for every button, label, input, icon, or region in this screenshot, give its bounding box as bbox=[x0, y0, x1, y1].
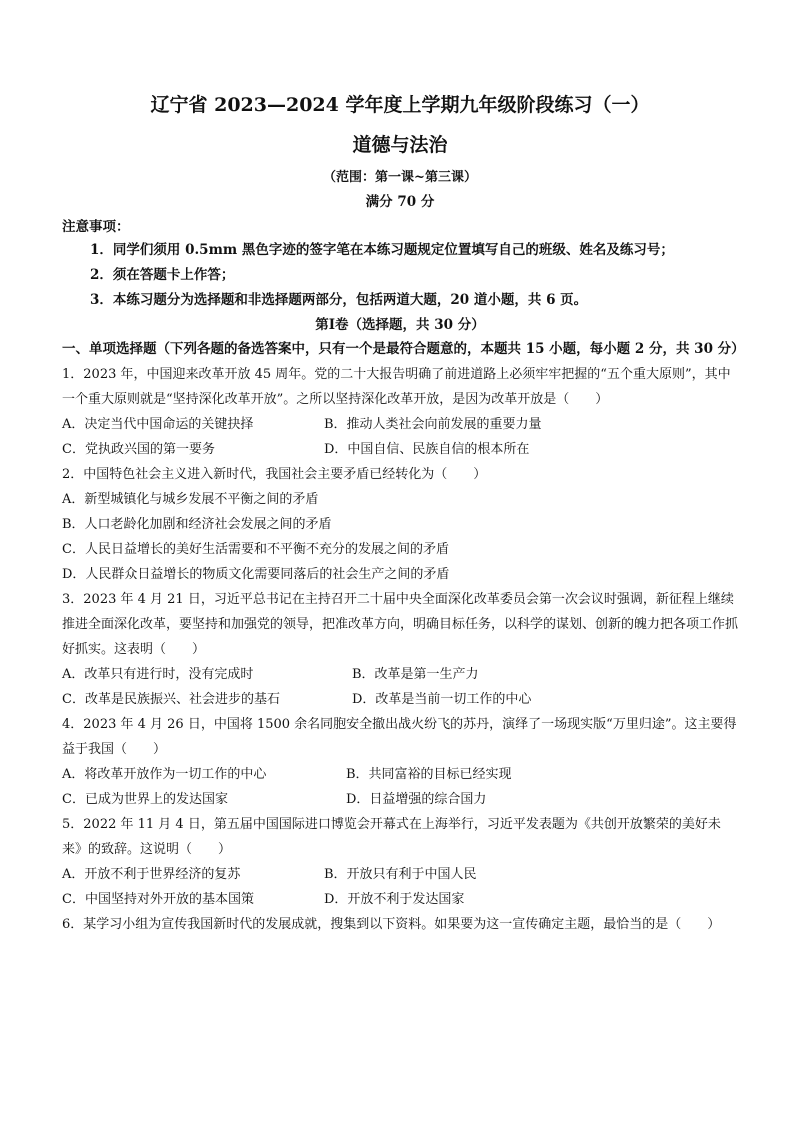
notice-heading: 注意事项： bbox=[62, 219, 130, 235]
notice-item: 1．同学们须用 0.5mm 黑色字迹的签字笔在本练习题规定位置填写自己的班级、姓名及练习号； bbox=[90, 242, 674, 258]
full-score: 满分 70 分 bbox=[365, 194, 435, 210]
option-row bbox=[62, 762, 738, 787]
option-c: C．已成为世界上的发达国家 bbox=[62, 792, 228, 807]
option-row bbox=[62, 437, 738, 462]
option-row bbox=[62, 412, 738, 437]
option-a: A．将改革开放作为一切工作的中心 bbox=[62, 767, 267, 782]
option-d: D．人民群众日益增长的物质文化需要同落后的社会生产之间的矛盾 bbox=[62, 567, 450, 582]
option-c: C．中国坚持对外开放的基本国策 bbox=[62, 892, 254, 907]
question-stem: 2．中国特色社会主义进入新时代，我国社会主要矛盾已经转化为（ ） bbox=[62, 467, 487, 482]
option-b: B．人口老龄化加剧和经济社会发展之间的矛盾 bbox=[62, 517, 332, 532]
notice-item: 2．须在答题卡上作答； bbox=[90, 267, 235, 283]
option-a: A．新型城镇化与城乡发展不平衡之间的矛盾 bbox=[62, 492, 319, 507]
option-d: D．日益增强的综合国力 bbox=[346, 792, 487, 807]
option-b: B．推动人类社会向前发展的重要力量 bbox=[324, 417, 542, 432]
option-d: D．中国自信、民族自信的根本所在 bbox=[324, 442, 530, 457]
question-stem: 5．2022 年 11 月 4 日，第五届中国国际进口博览会开幕式在上海举行，习近平发表题为《共创开放繁荣的美好未来》的致辞。这说明（ ） bbox=[62, 817, 721, 857]
option-a: A．开放不利于世界经济的复苏 bbox=[62, 867, 241, 882]
option-c: C．党执政兴国的第一要务 bbox=[62, 442, 215, 457]
question-stem: 6．某学习小组为宣传我国新时代的发展成就，搜集到以下资料。如果要为这一宣传确定主题，最恰当的是（ ） bbox=[62, 917, 721, 932]
question-stem: 4．2023 年 4 月 26 日，中国将 1500 余名同胞安全撤出战火纷飞的苏丹，演绎了一场现实版“万里归途”。这主要得益于我国（ ） bbox=[62, 717, 737, 757]
question-stem: 3．2023 年 4 月 21 日，习近平总书记在主持召开二十届中央全面深化改革委员会第一次会议时强调，新征程上继续推进全面深化改革，要坚持和加强党的领导，把准改革方向，明确目标任务，以科学的谋划、创新的魄力把各项工作抓好抓实。这表明（ ） bbox=[62, 592, 739, 657]
option-b: B．共同富裕的目标已经实现 bbox=[346, 767, 512, 782]
subject-title: 道德与法治 bbox=[352, 134, 448, 156]
option-b: B．改革是第一生产力 bbox=[352, 667, 479, 682]
option-c: C．人民日益增长的美好生活需要和不平衡不充分的发展之间的矛盾 bbox=[62, 542, 449, 557]
option-a: A．决定当代中国命运的关键抉择 bbox=[62, 417, 254, 432]
part-one-title: 第Ⅰ卷（选择题，共 30 分） bbox=[315, 317, 485, 333]
scope-note: （范围：第一课~第三课） bbox=[323, 170, 477, 185]
option-a: A．改革只有进行时，没有完成时 bbox=[62, 667, 254, 682]
option-b: B．开放只有利于中国人民 bbox=[324, 867, 477, 882]
notice-item: 3．本练习题分为选择题和非选择题两部分，包括两道大题，20 道小题，共 6 页。 bbox=[90, 292, 588, 308]
question-stem: 1．2023 年，中国迎来改革开放 45 周年。党的二十大报告明确了前进道路上必须牢牢把握的“五个重大原则”，其中一个重大原则就是“坚持深化改革开放”。之所以坚持深化改革开放，是因为改革开放是（ ） bbox=[62, 367, 731, 407]
section-heading: 一、单项选择题（下列各题的备选答案中，只有一个是最符合题意的，本题共 15 小题，每小题 2 分，共 30 分） bbox=[62, 341, 745, 357]
exam-title: 辽宁省 2023—2024 学年度上学期九年级阶段练习（一） bbox=[150, 94, 650, 116]
option-row bbox=[62, 887, 738, 912]
option-c: C．改革是民族振兴、社会进步的基石 bbox=[62, 692, 280, 707]
option-row bbox=[62, 787, 738, 812]
option-d: D．开放不利于发达国家 bbox=[324, 892, 465, 907]
option-row bbox=[62, 662, 738, 687]
option-d: D．改革是当前一切工作的中心 bbox=[352, 692, 532, 707]
option-row bbox=[62, 862, 738, 887]
option-row bbox=[62, 687, 738, 712]
